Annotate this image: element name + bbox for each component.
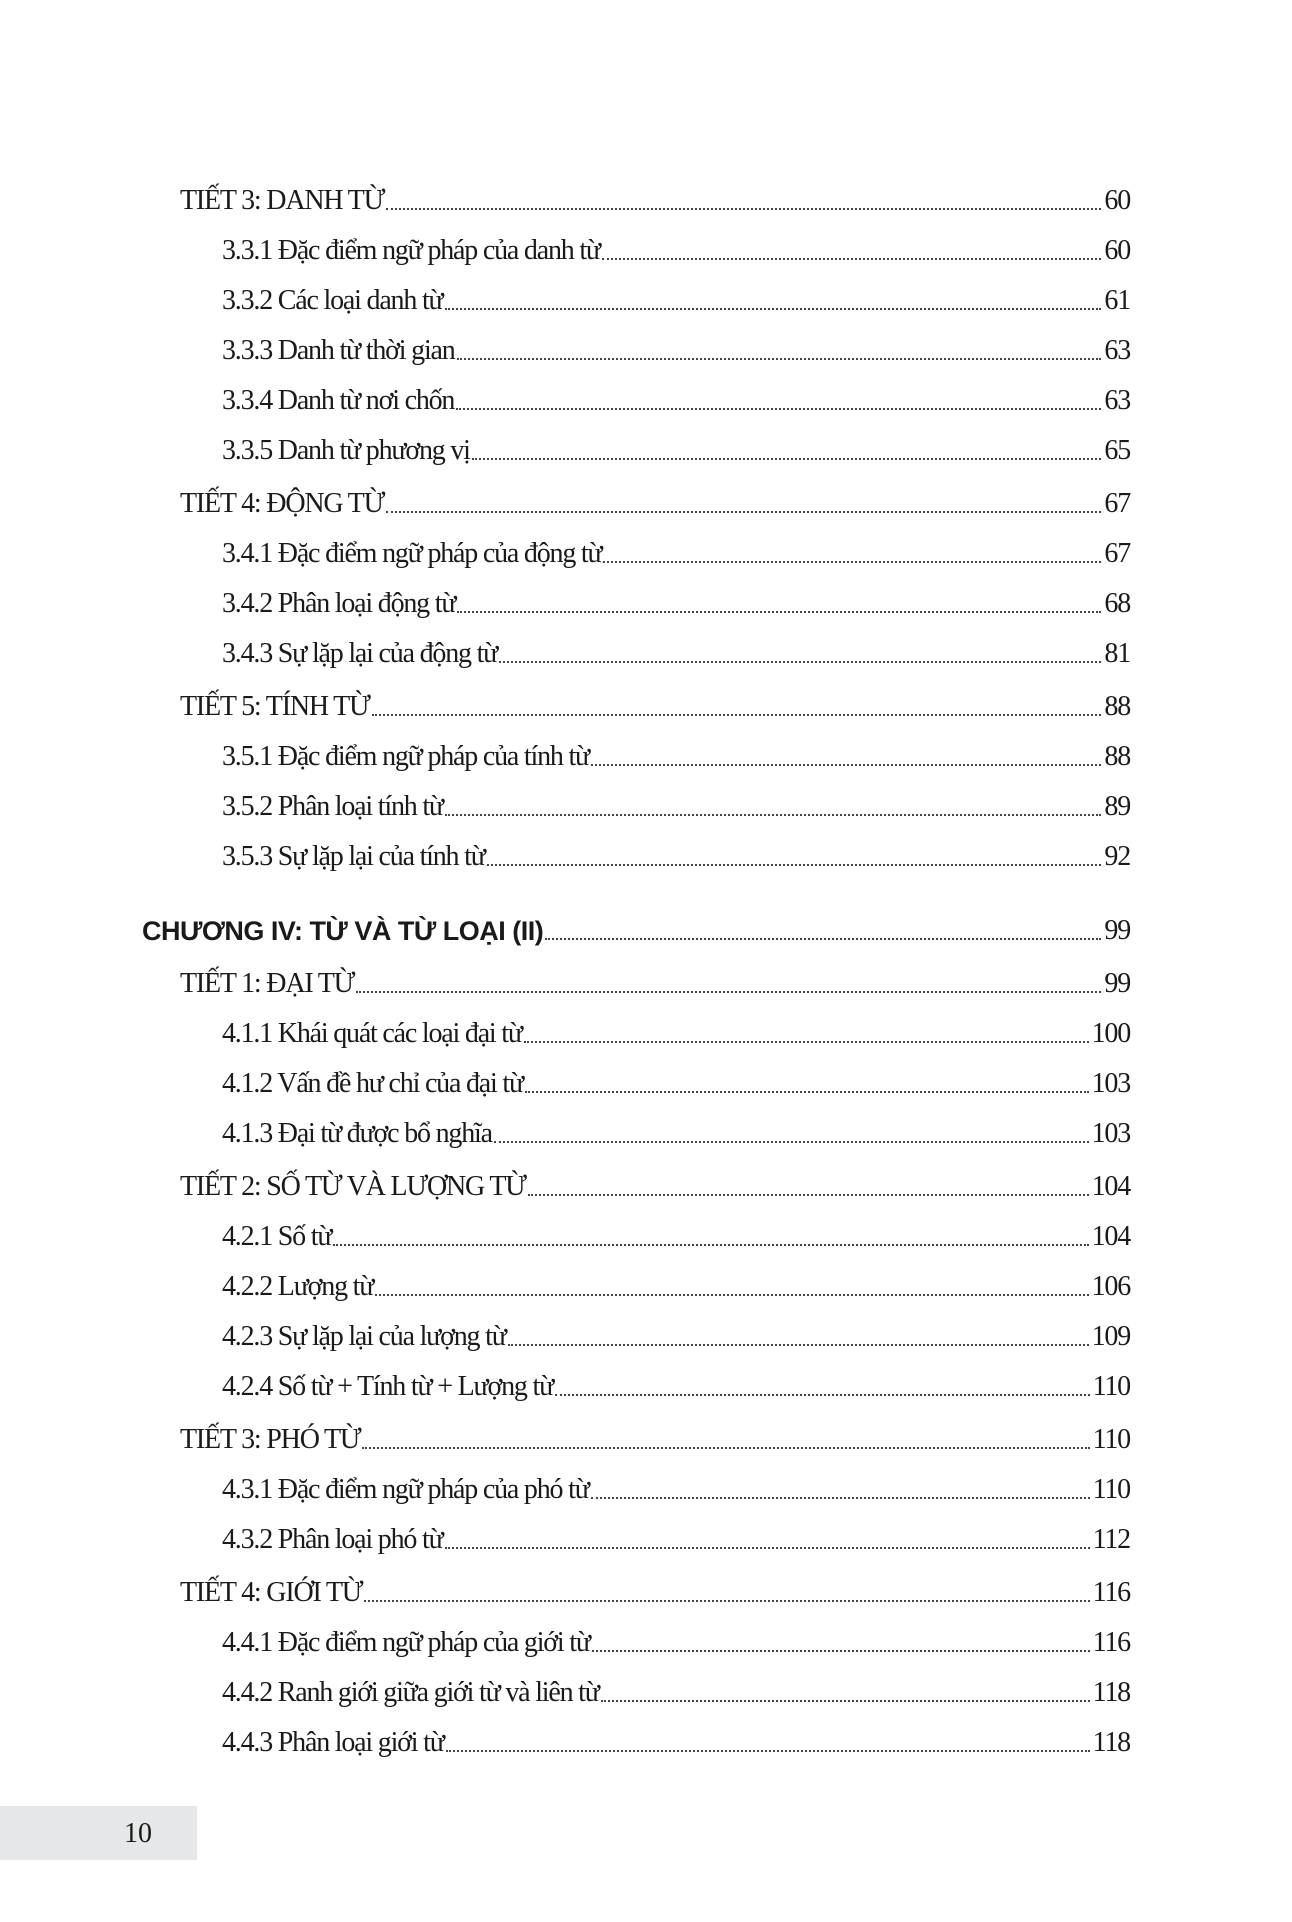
toc-subsection[interactable] bbox=[0, 1462, 1292, 1512]
dot-leader bbox=[472, 458, 1102, 460]
toc-entry-page: 67 bbox=[1104, 488, 1130, 519]
dot-leader bbox=[386, 511, 1101, 513]
toc-entry-page: 116 bbox=[1092, 1577, 1130, 1608]
toc-entry-label: 4.2.2 Lượng từ bbox=[222, 1271, 374, 1302]
dot-leader bbox=[456, 408, 1101, 410]
toc-subsection[interactable] bbox=[0, 223, 1292, 273]
toc-entry-label: 3.3.2 Các loại danh từ bbox=[222, 285, 443, 316]
dot-leader bbox=[386, 208, 1101, 210]
toc-subsection[interactable] bbox=[0, 1006, 1292, 1056]
toc-entry-label: CHƯƠNG IV: TỪ VÀ TỪ LOẠI (II) bbox=[142, 916, 544, 946]
toc-entry-page: 99 bbox=[1104, 915, 1130, 946]
toc-entry-page: 116 bbox=[1092, 1627, 1130, 1658]
toc-section[interactable] bbox=[0, 1159, 1292, 1209]
toc-subsection[interactable] bbox=[0, 779, 1292, 829]
toc-entry-label: TIẾT 5: TÍNH TỪ bbox=[180, 691, 370, 722]
toc-entry-label: 3.3.3 Danh từ thời gian bbox=[222, 335, 455, 366]
toc-entry-label: 4.2.3 Sự lặp lại của lượng từ bbox=[222, 1321, 506, 1352]
toc-entry-label: 3.4.3 Sự lặp lại của động từ bbox=[222, 638, 498, 669]
toc-subsection[interactable] bbox=[0, 373, 1292, 423]
toc-entry-label: 4.4.2 Ranh giới giữa giới từ và liên từ bbox=[222, 1677, 599, 1708]
toc-entry-label: 3.4.2 Phân loại động từ bbox=[222, 588, 456, 619]
toc-subsection[interactable] bbox=[0, 729, 1292, 779]
toc-entry-page: 88 bbox=[1104, 691, 1130, 722]
dot-leader bbox=[372, 714, 1102, 716]
dot-leader bbox=[591, 764, 1101, 766]
toc-entry-label: 4.3.2 Phân loại phó từ bbox=[222, 1524, 443, 1555]
dot-leader bbox=[445, 1547, 1090, 1549]
toc-subsection[interactable] bbox=[0, 1309, 1292, 1359]
toc-entry-label: 4.4.1 Đặc điểm ngữ pháp của giới từ bbox=[222, 1627, 590, 1658]
toc-entry-label: 4.2.1 Số từ bbox=[222, 1221, 332, 1252]
toc-section[interactable] bbox=[0, 1412, 1292, 1462]
toc-entry-page: 118 bbox=[1092, 1677, 1130, 1708]
dot-leader bbox=[603, 561, 1101, 563]
toc-entry-page: 118 bbox=[1092, 1727, 1130, 1758]
dot-leader bbox=[446, 1750, 1090, 1752]
toc-entry-page: 103 bbox=[1091, 1118, 1130, 1149]
toc-entry-page: 106 bbox=[1091, 1271, 1130, 1302]
toc-entry-label: 4.1.2 Vấn đề hư chỉ của đại từ bbox=[222, 1068, 523, 1099]
toc-entry-label: 4.1.1 Khái quát các loại đại từ bbox=[222, 1018, 522, 1049]
dot-leader bbox=[591, 1497, 1090, 1499]
toc-entry-label: 3.4.1 Đặc điểm ngữ pháp của động từ bbox=[222, 538, 602, 569]
toc-subsection[interactable] bbox=[0, 1209, 1292, 1259]
toc-entry-label: 3.5.3 Sự lặp lại của tính từ bbox=[222, 841, 485, 872]
dot-leader bbox=[508, 1344, 1089, 1346]
toc-entry-label: TIẾT 4: GIỚI TỪ bbox=[180, 1577, 363, 1608]
toc-entry-label: 4.4.3 Phân loại giới từ bbox=[222, 1727, 444, 1758]
dot-leader bbox=[333, 1244, 1088, 1246]
toc-subsection[interactable] bbox=[0, 1359, 1292, 1409]
dot-leader bbox=[364, 1600, 1089, 1602]
dot-leader bbox=[356, 991, 1101, 993]
dot-leader bbox=[457, 358, 1102, 360]
toc-subsection[interactable] bbox=[0, 1615, 1292, 1665]
dot-leader bbox=[524, 1041, 1089, 1043]
toc-entry-page: 81 bbox=[1104, 638, 1130, 669]
toc-subsection[interactable] bbox=[0, 1512, 1292, 1562]
toc-entry-page: 104 bbox=[1091, 1221, 1130, 1252]
toc-entry-label: TIẾT 1: ĐẠI TỪ bbox=[180, 968, 355, 999]
toc-entry-label: TIẾT 3: DANH TỪ bbox=[180, 185, 385, 216]
toc-subsection[interactable] bbox=[0, 1259, 1292, 1309]
toc-subsection[interactable] bbox=[0, 626, 1292, 676]
toc-subsection[interactable] bbox=[0, 1665, 1292, 1715]
toc-subsection[interactable] bbox=[0, 323, 1292, 373]
dot-leader bbox=[545, 938, 1101, 940]
toc-entry-page: 65 bbox=[1104, 435, 1130, 466]
toc-subsection[interactable] bbox=[0, 1715, 1292, 1765]
toc-entry-page: 110 bbox=[1092, 1371, 1130, 1402]
toc-entry-label: TIẾT 4: ĐỘNG TỪ bbox=[180, 488, 385, 519]
toc-entry-label: 4.2.4 Số từ + Tính từ + Lượng từ bbox=[222, 1371, 554, 1402]
toc-entry-page: 89 bbox=[1104, 791, 1130, 822]
toc-entry-page: 112 bbox=[1092, 1524, 1130, 1555]
toc-entry-label: TIẾT 3: PHÓ TỪ bbox=[180, 1424, 361, 1455]
dot-leader bbox=[494, 1141, 1089, 1143]
toc-entry-label: 3.5.1 Đặc điểm ngữ pháp của tính từ bbox=[222, 741, 590, 772]
toc-entry-page: 63 bbox=[1104, 335, 1130, 366]
toc-entry-page: 110 bbox=[1092, 1474, 1130, 1505]
toc-entry-label: 3.3.4 Danh từ nơi chốn bbox=[222, 385, 455, 416]
toc-subsection[interactable] bbox=[0, 1106, 1292, 1156]
dot-leader bbox=[528, 1194, 1089, 1196]
toc-entry-label: 4.3.1 Đặc điểm ngữ pháp của phó từ bbox=[222, 1474, 589, 1505]
toc-entry-label: 3.3.1 Đặc điểm ngữ pháp của danh từ bbox=[222, 235, 600, 266]
toc-entry-page: 61 bbox=[1104, 285, 1130, 316]
toc-subsection[interactable] bbox=[0, 576, 1292, 626]
toc-section[interactable] bbox=[0, 1565, 1292, 1615]
dot-leader bbox=[602, 258, 1101, 260]
table-of-contents bbox=[0, 170, 1292, 1765]
toc-entry-page: 88 bbox=[1104, 741, 1130, 772]
toc-chapter[interactable] bbox=[0, 895, 1292, 953]
toc-section[interactable] bbox=[0, 956, 1292, 1006]
toc-subsection[interactable] bbox=[0, 1056, 1292, 1106]
toc-entry-page: 100 bbox=[1091, 1018, 1130, 1049]
page-number: 10 bbox=[124, 1818, 152, 1849]
toc-entry-page: 99 bbox=[1104, 968, 1130, 999]
toc-entry-label: 4.1.3 Đại từ được bổ nghĩa bbox=[222, 1118, 492, 1149]
dot-leader bbox=[601, 1700, 1090, 1702]
dot-leader bbox=[499, 661, 1101, 663]
toc-subsection[interactable] bbox=[0, 273, 1292, 323]
toc-entry-page: 104 bbox=[1091, 1171, 1130, 1202]
dot-leader bbox=[362, 1447, 1089, 1449]
dot-leader bbox=[592, 1650, 1090, 1652]
toc-entry-label: TIẾT 2: SỐ TỪ VÀ LƯỢNG TỪ bbox=[180, 1171, 526, 1202]
toc-entry-page: 60 bbox=[1104, 185, 1130, 216]
toc-subsection[interactable] bbox=[0, 526, 1292, 576]
toc-entry-label: 3.3.5 Danh từ phương vị bbox=[222, 435, 470, 466]
toc-entry-page: 103 bbox=[1091, 1068, 1130, 1099]
toc-entry-page: 67 bbox=[1104, 538, 1130, 569]
toc-entry-page: 68 bbox=[1104, 588, 1130, 619]
dot-leader bbox=[487, 864, 1102, 866]
dot-leader bbox=[525, 1091, 1089, 1093]
toc-subsection[interactable] bbox=[0, 423, 1292, 473]
toc-entry-label: 3.5.2 Phân loại tính từ bbox=[222, 791, 443, 822]
dot-leader bbox=[445, 308, 1102, 310]
dot-leader bbox=[555, 1394, 1090, 1396]
toc-entry-page: 92 bbox=[1104, 841, 1130, 872]
dot-leader bbox=[445, 814, 1101, 816]
toc-entry-page: 60 bbox=[1104, 235, 1130, 266]
toc-section[interactable] bbox=[0, 476, 1292, 526]
toc-entry-page: 110 bbox=[1092, 1424, 1130, 1455]
dot-leader bbox=[457, 611, 1101, 613]
toc-subsection[interactable] bbox=[0, 829, 1292, 879]
dot-leader bbox=[375, 1294, 1088, 1296]
toc-section[interactable] bbox=[0, 679, 1292, 729]
toc-entry-page: 109 bbox=[1091, 1321, 1130, 1352]
toc-section[interactable] bbox=[0, 173, 1292, 223]
page-number-box bbox=[0, 1806, 197, 1860]
toc-entry-page: 63 bbox=[1104, 385, 1130, 416]
